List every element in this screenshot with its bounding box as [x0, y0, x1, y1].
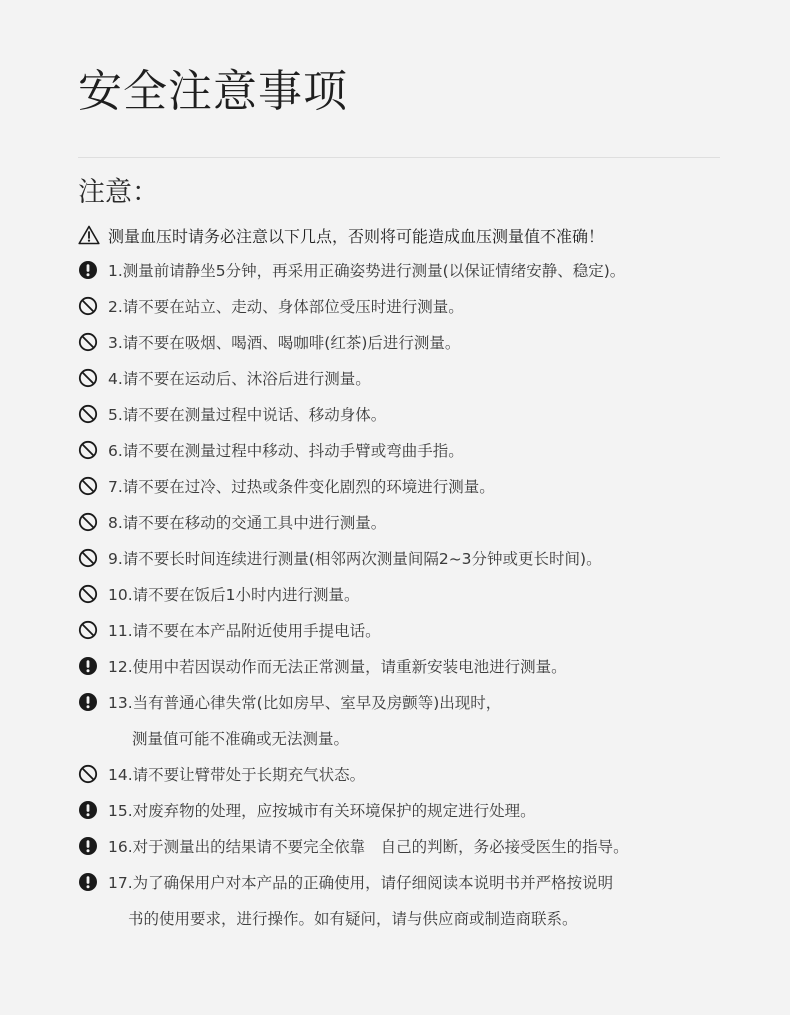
prohibited-icon [78, 548, 98, 568]
prohibited-icon [78, 620, 98, 640]
list-item-text: 16.对于测量出的结果请不要完全依靠 自己的判断，务必接受医生的指导。 [108, 838, 629, 856]
warning-text: 测量血压时请务必注意以下几点，否则将可能造成血压测量值不准确！ [108, 226, 605, 246]
list-item-text: 7.请不要在过冷、过热或条件变化剧烈的环境进行测量。 [108, 478, 495, 496]
prohibited-icon [78, 368, 98, 388]
list-item [78, 540, 778, 576]
page-title: 安全注意事项 [78, 66, 348, 117]
prohibited-icon [78, 440, 98, 460]
section-subtitle: 注意： [78, 177, 159, 208]
list-item [78, 432, 778, 468]
exclamation-icon [78, 800, 98, 820]
prohibited-icon [78, 476, 98, 496]
list-item-text: 3.请不要在吸烟、喝酒、喝咖啡(红茶)后进行测量。 [108, 334, 461, 352]
list-item [78, 324, 778, 360]
list-item-text: 13.当有普通心律失常(比如房早、室早及房颤等)出现时， [108, 694, 502, 712]
list-item [78, 396, 778, 432]
list-item [78, 468, 778, 504]
list-item-text: 2.请不要在站立、走动、身体部位受压时进行测量。 [108, 298, 464, 316]
list-item-text: 6.请不要在测量过程中移动、抖动手臂或弯曲手指。 [108, 442, 464, 460]
list-item [78, 504, 778, 540]
exclamation-icon [78, 836, 98, 856]
list-item-text: 14.请不要让臂带处于长期充气状态。 [108, 766, 366, 784]
prohibited-icon [78, 584, 98, 604]
list-item [78, 684, 778, 720]
list-item [78, 864, 778, 900]
exclamation-icon [78, 872, 98, 892]
title-divider [78, 157, 720, 158]
prohibited-icon [78, 296, 98, 316]
list-item [78, 756, 778, 792]
list-item [78, 288, 778, 324]
list-item [78, 828, 778, 864]
warning-triangle-icon [78, 225, 100, 245]
list-item-text: 15.对废弃物的处理，应按城市有关环境保护的规定进行处理。 [108, 802, 536, 820]
list-item [78, 612, 778, 648]
exclamation-icon [78, 692, 98, 712]
list-item-continuation-text: 书的使用要求，进行操作。如有疑问，请与供应商或制造商联系。 [128, 910, 578, 928]
list-item-continuation-text: 测量值可能不准确或无法测量。 [132, 730, 350, 748]
warning-notice [78, 222, 604, 248]
list-item-text: 1.测量前请静坐5分钟，再采用正确姿势进行测量(以保证情绪安静、稳定)。 [108, 262, 626, 280]
list-item-text: 17.为了确保用户对本产品的正确使用，请仔细阅读本说明书并严格按说明 [108, 874, 614, 892]
list-item-continuation [78, 900, 778, 936]
list-item-text: 5.请不要在测量过程中说话、移动身体。 [108, 406, 387, 424]
prohibited-icon [78, 404, 98, 424]
list-item-text: 4.请不要在运动后、沐浴后进行测量。 [108, 370, 371, 388]
list-item-text: 12.使用中若因误动作而无法正常测量，请重新安装电池进行测量。 [108, 658, 567, 676]
list-item-text: 8.请不要在移动的交通工具中进行测量。 [108, 514, 387, 532]
list-item [78, 360, 778, 396]
list-item [78, 576, 778, 612]
list-item-text: 11.请不要在本产品附近使用手提电话。 [108, 622, 381, 640]
prohibited-icon [78, 512, 98, 532]
list-item-text: 9.请不要长时间连续进行测量(相邻两次测量间隔2~3分钟或更长时间)。 [108, 550, 602, 568]
prohibited-icon [78, 764, 98, 784]
list-item [78, 252, 778, 288]
list-item-text: 10.请不要在饭后1小时内进行测量。 [108, 586, 360, 604]
list-item [78, 648, 778, 684]
list-item-continuation [78, 720, 778, 756]
notice-list [78, 252, 778, 936]
exclamation-icon [78, 656, 98, 676]
prohibited-icon [78, 332, 98, 352]
exclamation-icon [78, 260, 98, 280]
list-item [78, 792, 778, 828]
